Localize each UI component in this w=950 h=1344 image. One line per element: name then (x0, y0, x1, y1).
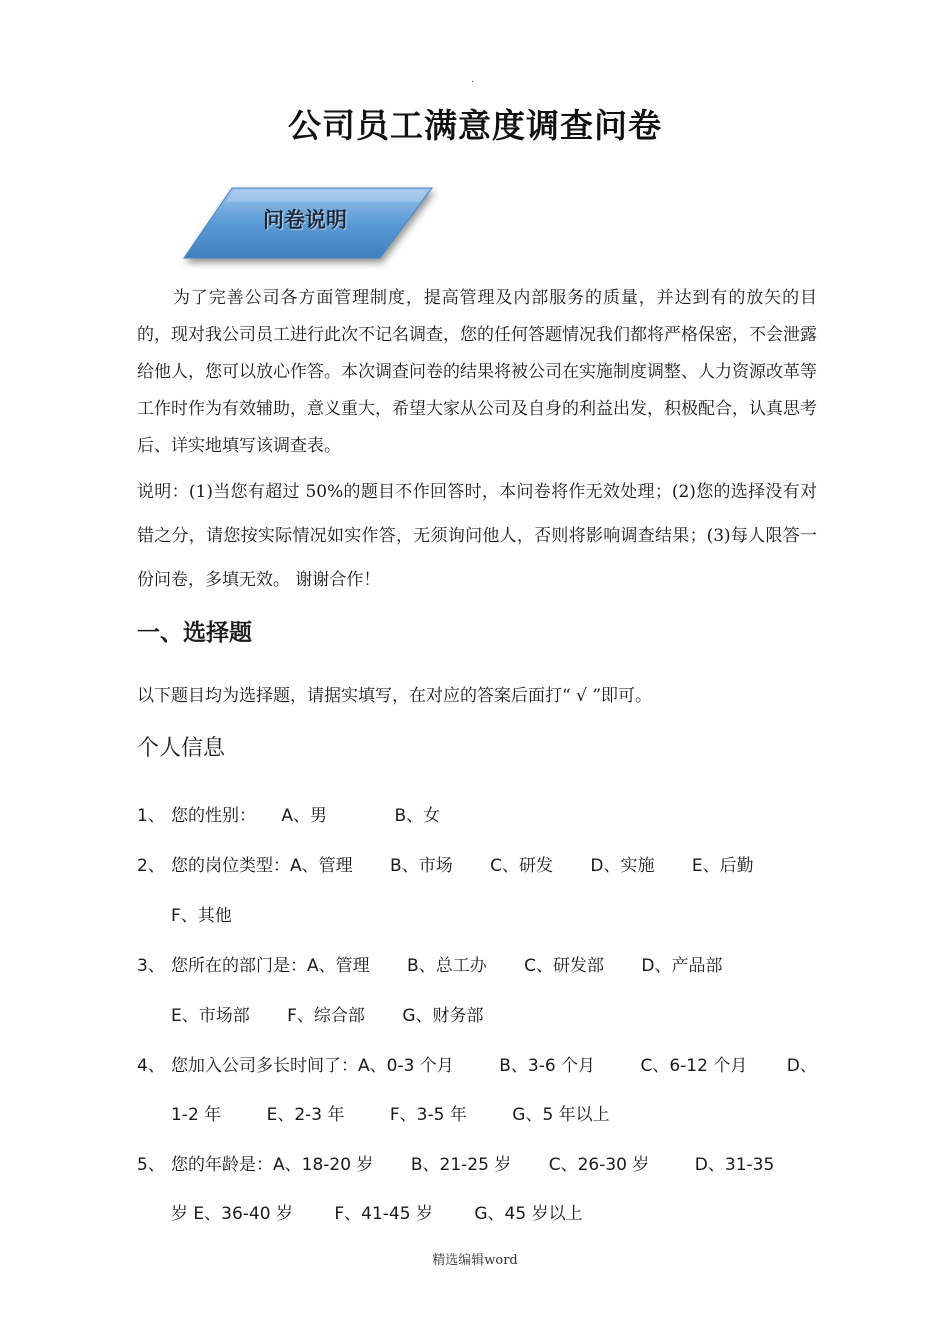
option-d[interactable]: D、产品部 (641, 956, 723, 976)
option-b[interactable]: B、3-6 个月 (499, 1056, 596, 1076)
question-text: 您的年龄是： (171, 1155, 273, 1175)
option-a[interactable]: A、管理 (290, 856, 353, 876)
question-4 (137, 1051, 817, 1076)
question-2 (137, 851, 754, 876)
page-footer: 精选编辑word (432, 1253, 518, 1268)
option-d[interactable]: D、31-35 (694, 1155, 775, 1175)
intro-paragraph: 为了完善公司各方面管理制度，提高管理及内部服务的质量，并达到有的放矢的目的，现对我公司员工进行此次不记名调查，您的任何答题情况我们都将严格保密，不会泄露给他人，您可以放心作答。本次调查问卷的结果将被公司在实施制度调整、人力资源改革等工作时作为有效辅助，意义重大，希望大家从公司及自身的利益出发，积极配合，认真思考后、详实地填写该调查表。 (137, 288, 817, 456)
question-number: 2、 (137, 856, 165, 876)
subsection-heading-personal-info: 个人信息 (137, 736, 226, 761)
option-a[interactable]: A、18-20 岁 (273, 1155, 374, 1175)
option-a[interactable]: A、男 (281, 806, 328, 826)
option-c[interactable]: C、26-30 岁 (548, 1155, 650, 1175)
option-c[interactable]: C、研发部 (524, 956, 604, 976)
option-g[interactable]: G、财务部 (402, 1006, 484, 1026)
option-b[interactable]: B、女 (394, 806, 441, 826)
option-e[interactable]: E、市场部 (171, 1006, 250, 1026)
option-b[interactable]: B、21-25 岁 (410, 1155, 512, 1175)
section-instruction: 以下题目均为选择题，请据实填写，在对应的答案后面打“ √ ”即可。 (137, 686, 653, 706)
page-title: 公司员工满意度调查问卷 (288, 106, 662, 145)
option-g[interactable]: G、5 年以上 (512, 1105, 610, 1125)
option-e[interactable]: E、后勤 (691, 856, 754, 876)
option-f[interactable]: F、其他 (171, 906, 232, 926)
question-2-continued (171, 901, 232, 926)
option-a[interactable]: A、0-3 个月 (358, 1056, 454, 1076)
top-mark: . (471, 74, 475, 85)
option-b[interactable]: B、总工办 (407, 956, 487, 976)
option-f[interactable]: F、综合部 (287, 1006, 365, 1026)
option-d[interactable]: D、实施 (590, 856, 655, 876)
question-4-continued (171, 1100, 610, 1125)
option-f[interactable]: F、41-45 岁 (334, 1204, 433, 1224)
section-heading-choice: 一、选择题 (137, 620, 252, 646)
option-b[interactable]: B、市场 (390, 856, 453, 876)
question-1 (137, 801, 440, 826)
banner-label: 问卷说明 (263, 208, 347, 232)
question-number: 1、 (137, 806, 165, 826)
question-5 (137, 1150, 774, 1175)
option-c[interactable]: C、研发 (490, 856, 553, 876)
question-number: 5、 (137, 1155, 165, 1175)
question-5-continued (171, 1199, 583, 1224)
instructions-note: 说明：(1)当您有超过 50%的题目不作回答时，本问卷将作无效处理；(2)您的选择没有对错之分，请您按实际情况如实作答，无须询问他人，否则将影响调查结果；(3)每人限答一份问卷，多填无效。 谢谢合作！ (137, 482, 817, 590)
option-f[interactable]: F、3-5 年 (389, 1105, 467, 1125)
option-e[interactable]: E、2-3 年 (266, 1105, 345, 1125)
option-a[interactable]: A、管理 (307, 956, 370, 976)
option-c[interactable]: C、6-12 个月 (640, 1056, 748, 1076)
option-d-value[interactable]: 1-2 年 (171, 1105, 222, 1125)
question-3 (137, 951, 723, 976)
question-text: 您的性别： (171, 806, 256, 826)
option-d[interactable]: D、 (786, 1056, 817, 1076)
option-e[interactable]: 岁 E、36-40 岁 (171, 1204, 293, 1224)
option-g[interactable]: G、45 岁以上 (474, 1204, 583, 1224)
question-3-continued (171, 1001, 484, 1026)
question-text: 您加入公司多长时间了： (171, 1056, 358, 1076)
question-text: 您所在的部门是： (171, 956, 307, 976)
question-number: 4、 (137, 1056, 165, 1076)
question-number: 3、 (137, 956, 165, 976)
question-text: 您的岗位类型： (171, 856, 290, 876)
